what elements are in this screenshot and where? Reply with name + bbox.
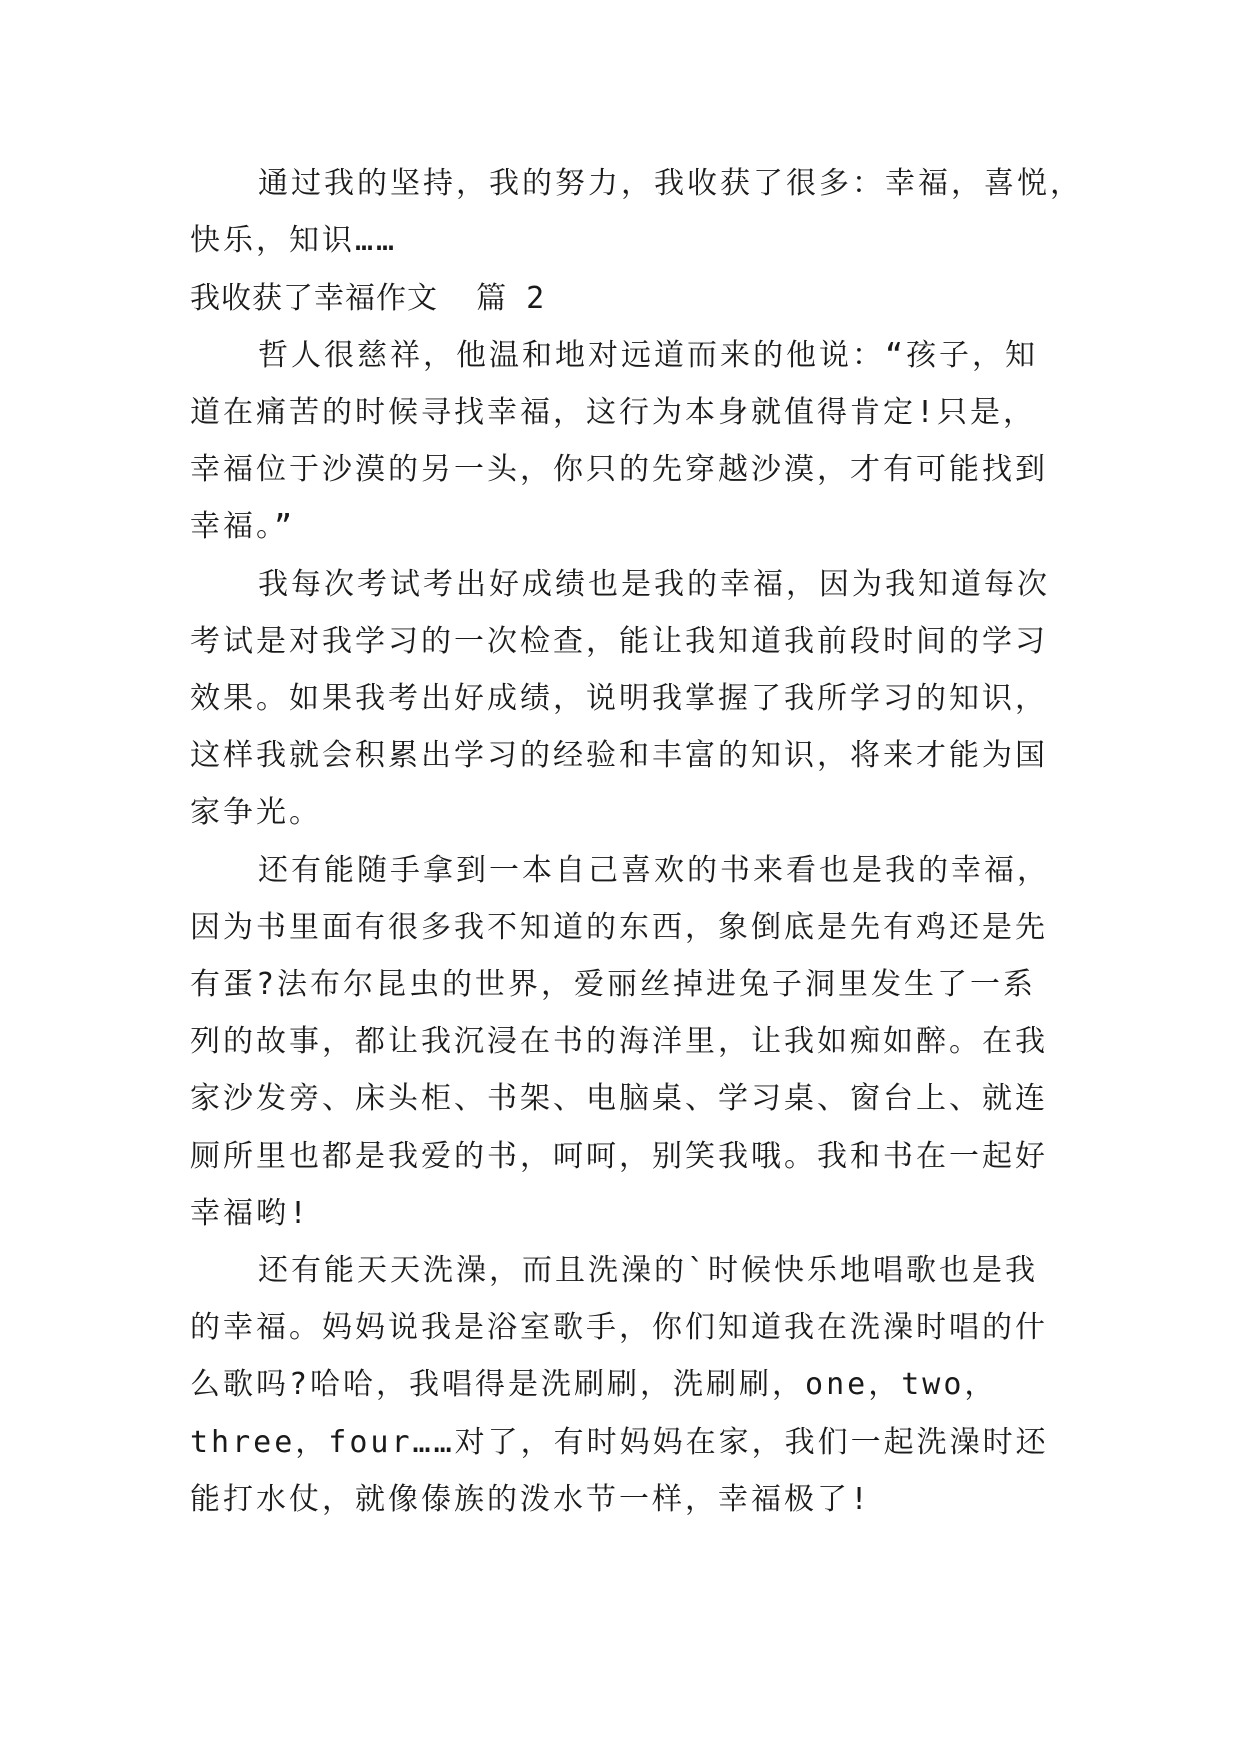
paragraph-line: 考试是对我学习的一次检查，能让我知道我前段时间的学习 bbox=[190, 624, 1048, 659]
paragraph-line: 厕所里也都是我爱的书，呵呵，别笑我哦。我和书在一起好 bbox=[190, 1139, 1048, 1174]
paragraph-line: 有蛋?法布尔昆虫的世界，爱丽丝掉进兔子洞里发生了一系 bbox=[190, 967, 1037, 1002]
paragraph-line: 这样我就会积累出学习的经验和丰富的知识，将来才能为国 bbox=[190, 738, 1048, 773]
paragraph-line: 家争光。 bbox=[190, 795, 322, 830]
paragraph-line: 效果。如果我考出好成绩，说明我掌握了我所学习的知识， bbox=[190, 681, 1048, 716]
paragraph-line: three，four……对了，有时妈妈在家，我们一起洗澡时还 bbox=[190, 1425, 1049, 1460]
paragraph-line: 的幸福。妈妈说我是浴室歌手，你们知道我在洗澡时唱的什 bbox=[190, 1310, 1048, 1345]
paragraph-line: 家沙发旁、床头柜、书架、电脑桌、学习桌、窗台上、就连 bbox=[190, 1081, 1048, 1116]
paragraph-line: 因为书里面有很多我不知道的东西，象倒底是先有鸡还是先 bbox=[190, 910, 1048, 945]
paragraph-line: 通过我的坚持，我的努力，我收获了很多：幸福，喜悦， bbox=[258, 166, 1083, 201]
paragraph-line: 幸福哟! bbox=[190, 1196, 311, 1231]
paragraph-line: 还有能随手拿到一本自己喜欢的书来看也是我的幸福， bbox=[258, 853, 1050, 888]
paragraph-line: 列的故事，都让我沉浸在书的海洋里，让我如痴如醉。在我 bbox=[190, 1024, 1048, 1059]
paragraph-line: 能打水仗，就像傣族的泼水节一样，幸福极了! bbox=[190, 1482, 872, 1517]
paragraph-line: 么歌吗?哈哈，我唱得是洗刷刷，洗刷刷，one，two， bbox=[190, 1367, 998, 1402]
paragraph-line: 我每次考试考出好成绩也是我的幸福，因为我知道每次 bbox=[258, 567, 1050, 602]
paragraph-line: 还有能天天洗澡，而且洗澡的`时候快乐地唱歌也是我 bbox=[258, 1253, 1039, 1288]
section-heading: 我收获了幸福作文 篇 2 bbox=[190, 281, 546, 316]
paragraph-line: 幸福位于沙漠的另一头，你只的先穿越沙漠，才有可能找到 bbox=[190, 452, 1048, 487]
paragraph-line: 道在痛苦的时候寻找幸福，这行为本身就值得肯定!只是， bbox=[190, 395, 1037, 430]
paragraph-line: 幸福。” bbox=[190, 509, 296, 544]
paragraph-line: 哲人很慈祥，他温和地对远道而来的他说：“孩子，知 bbox=[258, 338, 1039, 373]
paragraph-line: 快乐，知识…… bbox=[190, 223, 398, 258]
